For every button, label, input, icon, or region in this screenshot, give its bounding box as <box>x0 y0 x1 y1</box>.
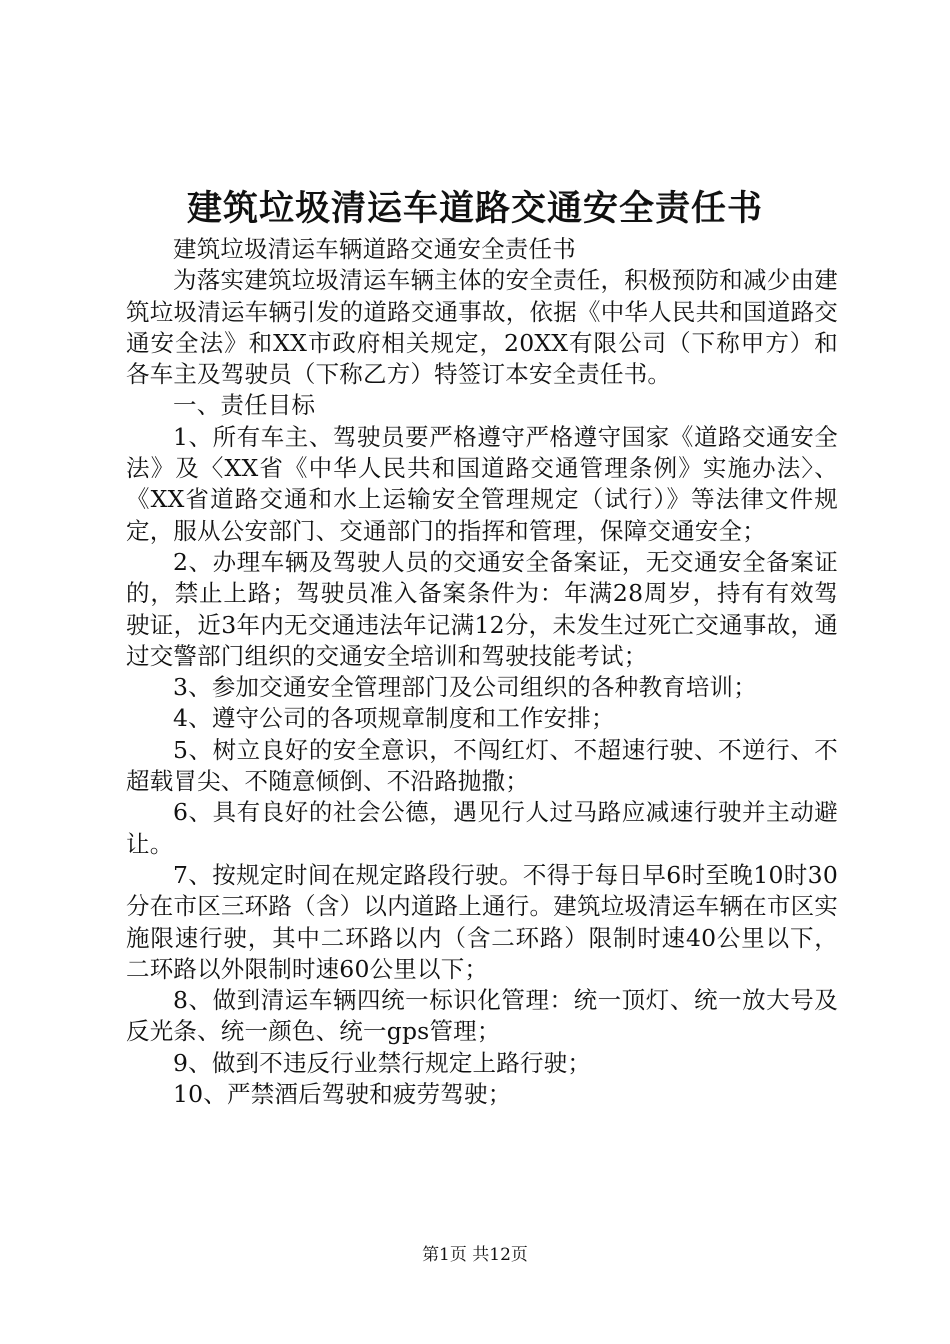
intro-paragraph: 为落实建筑垃圾清运车辆主体的安全责任，积极预防和减少由建筑垃圾清运车辆引发的道路交通事故，依据《中华人民共和国道路交通安全法》和XX市政府相关规定，20XX有限公司（下称甲方）和各车主及驾驶员（下称乙方）特签订本安全责任书。 <box>126 266 838 389</box>
document-title: 建筑垃圾清运车道路交通安全责任书 <box>186 188 763 229</box>
clause-2: 2、办理车辆及驾驶人员的交通安全备案证，无交通安全备案证的，禁止上路；驾驶员准入备案条件为：年满28周岁，持有有效驾驶证，近3年内无交通违法年记满12分，未发生过死亡交通事故，通过交警部门组织的交通安全培训和驾驶技能考试； <box>126 547 838 670</box>
document-body <box>126 234 838 1110</box>
subtitle-paragraph: 建筑垃圾清运车辆道路交通安全责任书 <box>173 235 576 263</box>
page-footer: 第1页 共12页 <box>422 1245 528 1265</box>
clause-10: 10、严禁酒后驾驶和疲劳驾驶； <box>173 1080 512 1109</box>
section-heading: 一、责任目标 <box>173 391 316 420</box>
clause-4: 4、遵守公司的各项规章制度和工作安排； <box>173 704 615 733</box>
clause-1: 1、所有车主、驾驶员要严格遵守严格遵守国家《道路交通安全法》及〈XX省《中华人民共和国道路交通管理条例》实施办法〉、《XX省道路交通和水上运输安全管理规定（试行）》等法律文件规定，服从公安部门、交通部门的指挥和管理，保障交通安全； <box>126 422 838 545</box>
clause-5: 5、树立良好的安全意识，不闯红灯、不超速行驶、不逆行、不超载冒尖、不随意倾倒、不沿路抛撒； <box>126 735 838 796</box>
clause-7: 7、按规定时间在规定路段行驶。不得于每日早6时至晚10时30分在市区三环路（含）以内道路上通行。建筑垃圾清运车辆在市区实施限速行驶，其中二环路以内（含二环路）限制时速40公里以下，二环路以外限制时速60公里以下； <box>126 860 838 983</box>
clause-3: 3、参加交通安全管理部门及公司组织的各种教育培训； <box>173 673 757 702</box>
clause-8: 8、做到清运车辆四统一标识化管理：统一顶灯、统一放大号及反光条、统一颜色、统一gps管理； <box>126 986 838 1046</box>
clause-6: 6、具有良好的社会公德，遇见行人过马路应减速行驶并主动避让。 <box>126 798 838 858</box>
clause-9: 9、做到不违反行业禁行规定上路行驶； <box>173 1048 592 1077</box>
